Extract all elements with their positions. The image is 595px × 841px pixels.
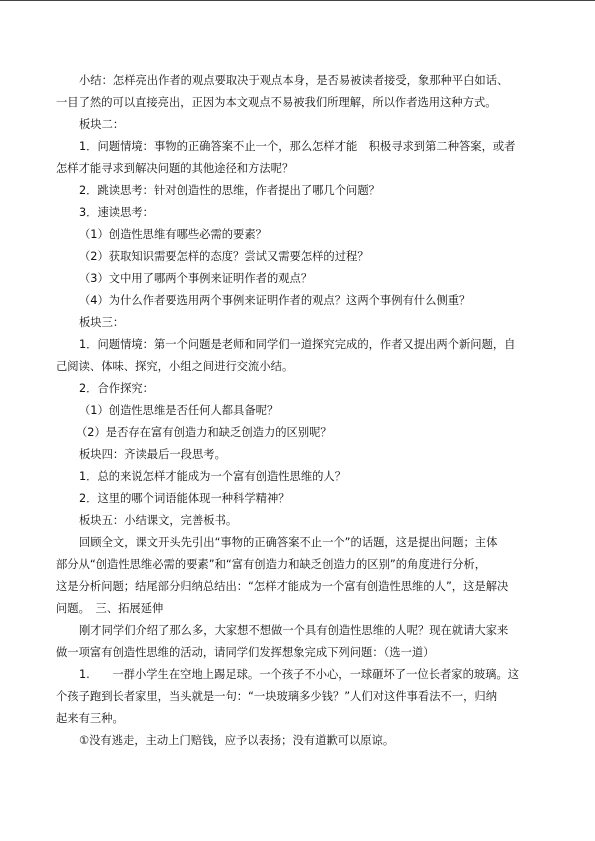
list-item: 2．跳读思考：针对创造性的思维，作者提出了哪几个问题？ [79, 184, 380, 197]
section-heading: 板块二： [79, 118, 125, 131]
sub-list-item: （1）创造性思维有哪些必需的要素？ [79, 228, 267, 241]
list-item: 1. 一群小学生在空地上踢足球。一个孩子不小心，一球砸坏了一位长者家的玻璃。这 [79, 668, 520, 681]
paragraph: 刚才同学们介绍了那么多，大家想不想做一个具有创造性思维的人呢？现在就请大家来 [79, 624, 509, 637]
paragraph: 做一项富有创造性思维的活动，请同学们发挥想象完成下列问题：（选一道） [56, 646, 435, 659]
section-heading: 板块四：齐读最后一段思考。 [79, 448, 226, 461]
paragraph: 这是分析问题；结尾部分归纳总结出：“怎样才能成为一个富有创造性思维的人”，这是解决 [56, 580, 509, 593]
paragraph: 个孩子跑到长者家里，当头就是一句：“一块玻璃多少钱？”人们对这件事看法不一，归纳 [56, 690, 497, 703]
sub-list-item: （2）获取知识需要怎样的态度？尝试又需要怎样的过程？ [79, 250, 369, 263]
list-item: 1．问题情境：事物的正确答案不止一个，那么怎样才能 积极寻求到第二种答案，或者 [79, 140, 516, 153]
header-rule [0, 0, 595, 1]
list-item: 2．这里的哪个词语能体现一种科学精神？ [79, 492, 290, 505]
document-body [56, 70, 546, 752]
sub-list-item: （2）是否存在富有创造力和缺乏创造力的区别呢？ [76, 426, 332, 439]
list-item: 1．总的来说怎样才能成为一个富有创造性思维的人？ [79, 470, 347, 483]
sub-list-item: （3）文中用了哪两个事例来证明作者的观点？ [79, 272, 313, 285]
paragraph: 怎样才能寻求到解决问题的其他途径和方法呢？ [56, 162, 294, 175]
paragraph: ①没有逃走，主动上门赔钱，应予以表扬；没有道歉可以原谅。 [79, 734, 395, 747]
list-item: 3．速读思考： [79, 206, 154, 219]
list-item: 2．合作探究： [79, 382, 154, 395]
paragraph: 部分从“创造性思维必需的要素”和“富有创造力和缺乏创造力的区别”的角度进行分析， [56, 558, 487, 571]
paragraph: 己阅读、体味、探究，小组之间进行交流小结。 [56, 360, 294, 373]
list-item: 1．问题情境：第一个问题是老师和同学们一道探究完成的，作者又提出两个新问题，自 [79, 338, 516, 351]
section-heading: 板块三： [79, 316, 125, 329]
paragraph: 小结：怎样亮出作者的观点要取决于观点本身，是否易被读者接受，象那种平白如话、 [79, 74, 509, 87]
sub-list-item: （1）创造性思维是否任何人都具备呢？ [79, 404, 279, 417]
section-heading: 板块五：小结课文，完善板书。 [79, 514, 238, 527]
paragraph: 起来有三种。 [56, 712, 124, 725]
paragraph: 一目了然的可以直接亮出，正因为本文观点不易被我们所理解，所以作者选用这种方式。 [56, 96, 497, 109]
paragraph: 问题。 三、拓展延伸 [56, 602, 164, 615]
sub-list-item: （4）为什么作者要选用两个事例来证明作者的观点？这两个事例有什么侧重？ [79, 294, 471, 307]
paragraph: 回顾全文，课文开头先引出“事物的正确答案不止一个”的话题，这是提出问题；主体 [79, 536, 498, 549]
